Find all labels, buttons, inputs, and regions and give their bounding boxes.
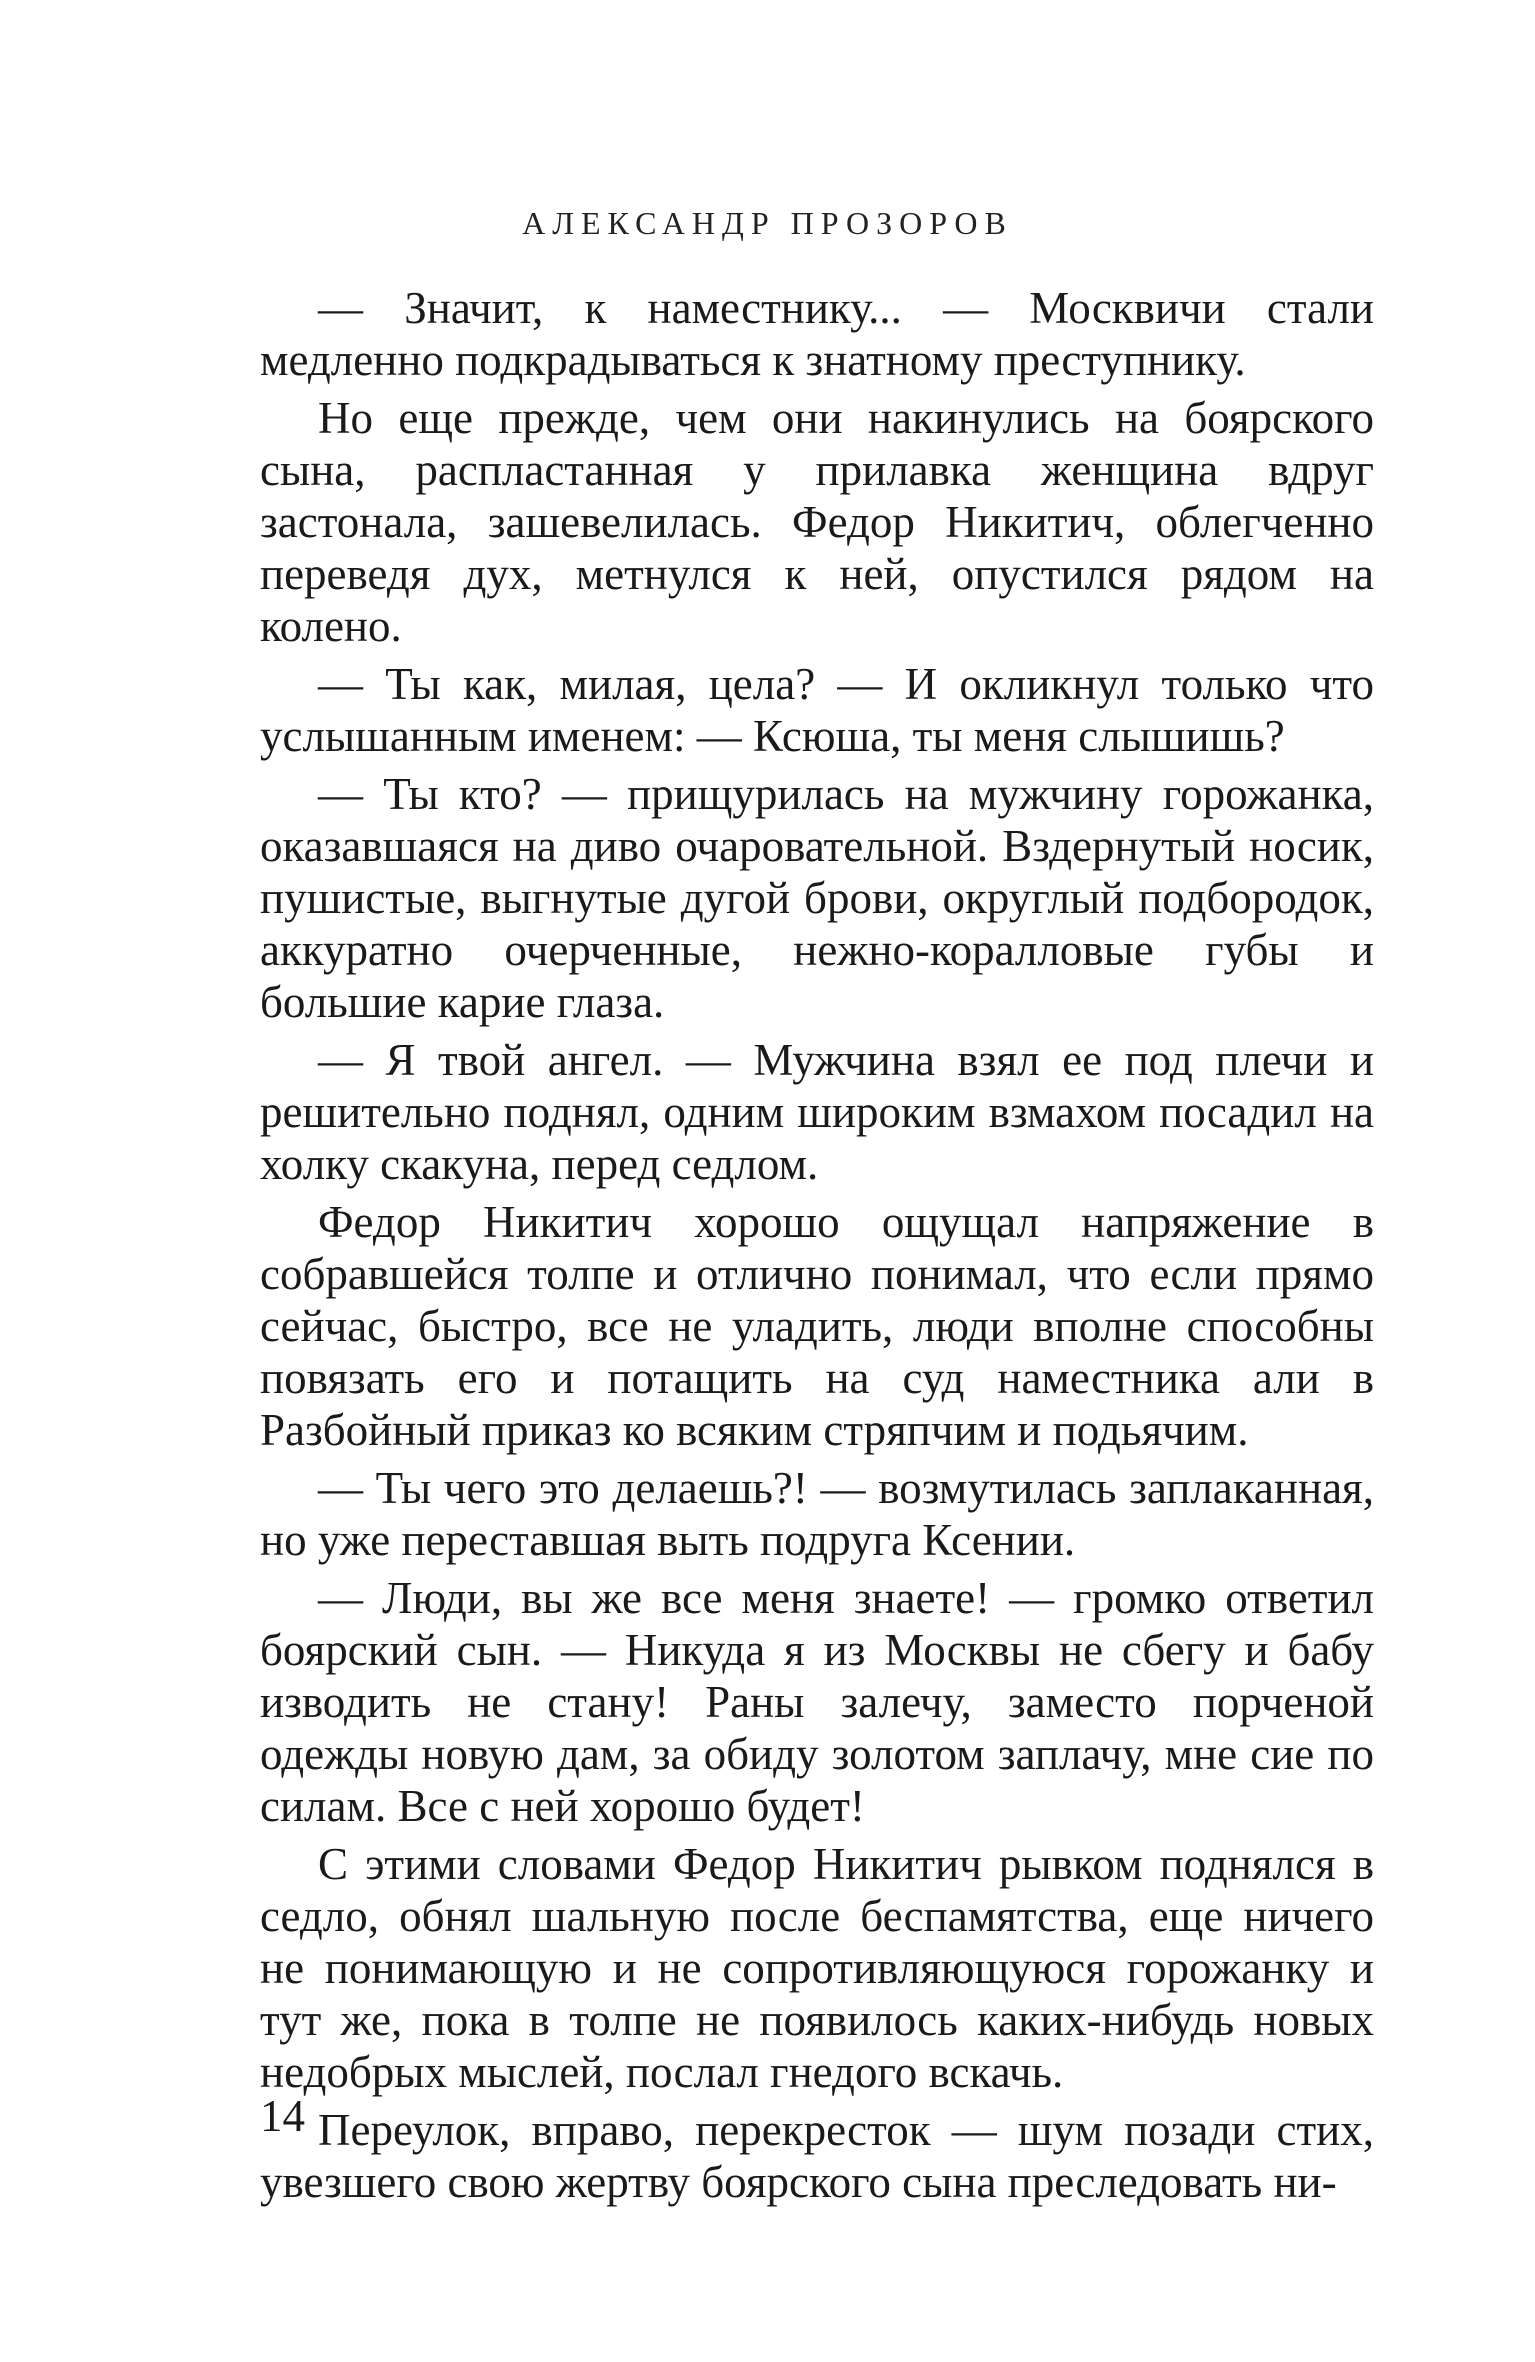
paragraph: Федор Никитич хорошо ощущал напряжение в собравшейся толпе и отлично понимал, что если прямо сейчас, быстро, все не уладить, люди вполне способны повязать его и потащить на суд наместника али в Разбойный приказ ко всяким стряпчим и подьячим. bbox=[260, 1197, 1374, 1455]
paragraph: — Я твой ангел. — Мужчина взял ее под плечи и решительно поднял, одним широким взмахом посадил на холку скакуна, перед седлом. bbox=[260, 1035, 1374, 1189]
paragraph: — Ты как, милая, цела? — И окликнул только что услышанным именем: — Ксюша, ты меня слышишь? bbox=[260, 659, 1374, 761]
body-text bbox=[260, 282, 1374, 2214]
paragraph: Переулок, вправо, перекресток — шум позади стих, увезшего свою жертву боярского сына преследовать ни- bbox=[260, 2105, 1374, 2207]
paragraph: С этими словами Федор Никитич рывком поднялся в седло, обнял шальную после беспамятства, еще ничего не понимающую и не сопротивляющуюся горожанку и тут же, пока в толпе не появилось каких-нибудь новых недобрых мыслей, послал гнедого вскачь. bbox=[260, 1839, 1374, 2097]
paragraph: — Ты кто? — прищурилась на мужчину горожанка, оказавшаяся на диво очаровательной. Вздернутый носик, пушистые, выгнутые дугой брови, округлый подбородок, аккуратно очерченные, нежно-коралловые губы и большие карие глаза. bbox=[260, 769, 1374, 1027]
running-head-author: АЛЕКСАНДР ПРОЗОРОВ bbox=[522, 205, 1013, 241]
page-number: 14 bbox=[260, 2091, 305, 2141]
paragraph: — Люди, вы же все меня знаете! — громко ответил боярский сын. — Никуда я из Москвы не сбегу и бабу изводить не стану! Раны залечу, заместо порченой одежды новую дам, за обиду золотом заплачу, мне сие по силам. Все с ней хорошо будет! bbox=[260, 1573, 1374, 1831]
paragraph: — Ты чего это делаешь?! — возмутилась заплаканная, но уже переставшая выть подруга Ксении. bbox=[260, 1463, 1374, 1565]
paragraph: — Значит, к наместнику... — Москвичи стали медленно подкрадываться к знатному преступнику. bbox=[260, 283, 1374, 385]
paragraph: Но еще прежде, чем они накинулись на боярского сына, распластанная у прилавка женщина вдруг застонала, зашевелилась. Федор Никитич, облегченно переведя дух, метнулся к ней, опустился рядом на колено. bbox=[260, 393, 1374, 651]
